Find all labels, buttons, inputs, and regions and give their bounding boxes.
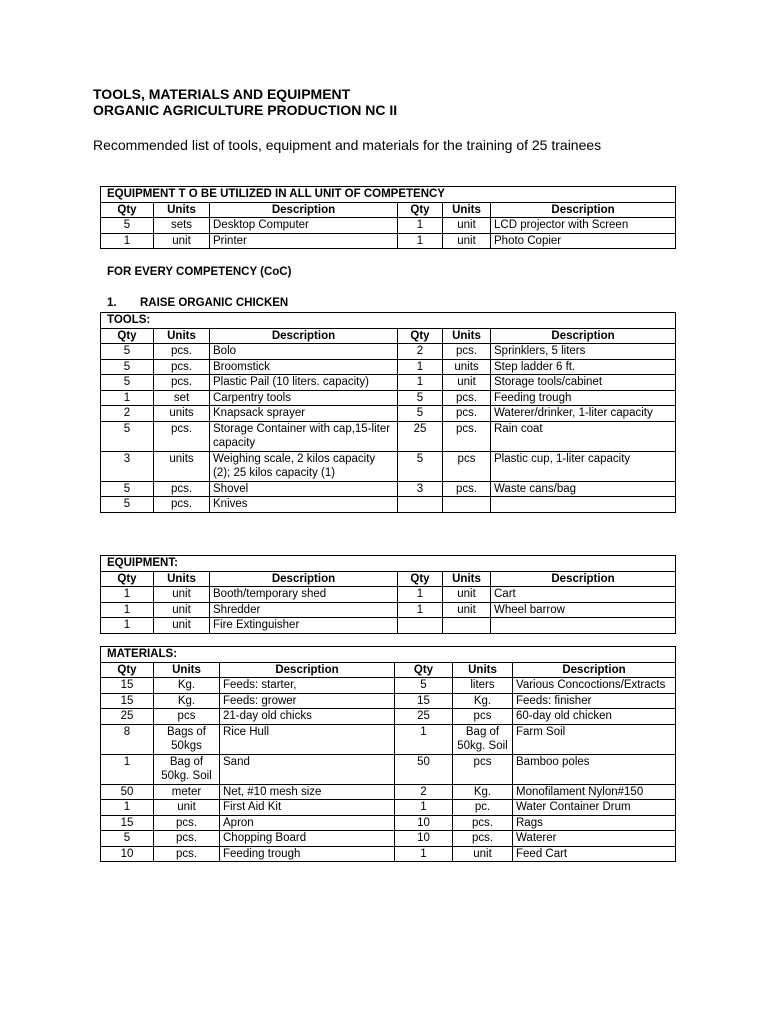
document-subtitle: ORGANIC AGRICULTURE PRODUCTION NC II [93, 102, 398, 118]
table-row [101, 602, 676, 618]
competency-heading: FOR EVERY COMPETENCY (CoC) [107, 266, 292, 278]
table-row [101, 678, 676, 694]
units-cell: unit [154, 618, 210, 634]
units-cell: Kg. [453, 693, 513, 709]
qty-cell: 15 [101, 815, 154, 831]
description-cell: Booth/temporary shed [210, 587, 398, 603]
description-cell: Storage Container with cap,15-liter capacity [210, 421, 398, 451]
units-cell: pcs. [443, 481, 491, 497]
description-cell: Waste cans/bag [491, 481, 676, 497]
units-cell: pcs. [154, 497, 210, 513]
column-header: Qty [101, 202, 154, 218]
column-header: Qty [101, 571, 154, 587]
description-cell: Step ladder 6 ft. [491, 359, 676, 375]
units-cell: unit [154, 587, 210, 603]
description-cell: Rain coat [491, 421, 676, 451]
description-cell: Water Container Drum [513, 800, 676, 816]
units-cell: unit [154, 233, 210, 249]
qty-cell: 10 [101, 846, 154, 862]
column-header: Units [443, 202, 491, 218]
description-cell: Bamboo poles [513, 754, 676, 784]
units-cell: unit [443, 602, 491, 618]
qty-cell: 5 [101, 359, 154, 375]
qty-cell: 10 [395, 815, 453, 831]
qty-cell: 5 [101, 421, 154, 451]
units-cell [443, 497, 491, 513]
qty-cell: 1 [398, 218, 443, 234]
table-row [101, 375, 676, 391]
table-row [101, 233, 676, 249]
table-body [101, 218, 676, 249]
table-row [101, 451, 676, 481]
description-cell: Knapsack sprayer [210, 406, 398, 422]
table-body [101, 587, 676, 634]
section-heading [107, 297, 288, 309]
qty-cell: 15 [101, 678, 154, 694]
qty-cell: 3 [101, 451, 154, 481]
description-cell [491, 497, 676, 513]
header-row [101, 571, 676, 587]
header-row [101, 328, 676, 344]
description-cell: Knives [210, 497, 398, 513]
description-cell: Farm Soil [513, 724, 676, 754]
qty-cell: 10 [395, 831, 453, 847]
units-cell: unit [154, 602, 210, 618]
qty-cell: 5 [101, 481, 154, 497]
units-cell: units [154, 406, 210, 422]
table-row [101, 406, 676, 422]
column-header: Qty [101, 328, 154, 344]
units-cell: sets [154, 218, 210, 234]
table-caption: TOOLS: [101, 313, 676, 329]
qty-cell: 1 [101, 602, 154, 618]
qty-cell: 1 [101, 800, 154, 816]
qty-cell: 1 [398, 359, 443, 375]
description-cell: Wheel barrow [491, 602, 676, 618]
table-row [101, 421, 676, 451]
description-cell: Shredder [210, 602, 398, 618]
units-cell: Kg. [453, 784, 513, 800]
section-number: 1. [107, 297, 117, 309]
description-cell: 60-day old chicken [513, 709, 676, 725]
column-header: Qty [398, 328, 443, 344]
description-cell: Rice Hull [220, 724, 395, 754]
column-header: Qty [398, 571, 443, 587]
description-cell: Bolo [210, 344, 398, 360]
qty-cell: 1 [398, 587, 443, 603]
qty-cell: 5 [101, 218, 154, 234]
qty-cell: 2 [101, 406, 154, 422]
table-row [101, 344, 676, 360]
qty-cell: 5 [395, 678, 453, 694]
qty-cell [398, 497, 443, 513]
qty-cell: 25 [101, 709, 154, 725]
column-header: Units [154, 202, 210, 218]
column-header: Qty [101, 662, 154, 678]
units-cell: pcs. [154, 831, 220, 847]
units-cell: pcs. [154, 375, 210, 391]
units-cell [443, 618, 491, 634]
column-header: Description [210, 571, 398, 587]
qty-cell: 1 [395, 846, 453, 862]
qty-cell: 5 [398, 451, 443, 481]
qty-cell: 5 [101, 375, 154, 391]
description-cell: Sand [220, 754, 395, 784]
general-equipment-table [100, 186, 676, 249]
column-header: Units [453, 662, 513, 678]
units-cell: liters [453, 678, 513, 694]
qty-cell: 1 [101, 390, 154, 406]
column-header: Description [513, 662, 676, 678]
section-title: RAISE ORGANIC CHICKEN [140, 297, 289, 309]
description-cell: Cart [491, 587, 676, 603]
units-cell: pcs [453, 709, 513, 725]
qty-cell: 5 [398, 406, 443, 422]
units-cell: pc. [453, 800, 513, 816]
description-cell: Feeds: starter, [220, 678, 395, 694]
description-cell: Various Concoctions/Extracts [513, 678, 676, 694]
qty-cell: 1 [101, 233, 154, 249]
qty-cell: 1 [398, 602, 443, 618]
units-cell: pcs. [154, 815, 220, 831]
description-cell: Waterer [513, 831, 676, 847]
column-header: Units [443, 328, 491, 344]
column-header: Description [491, 571, 676, 587]
description-cell: 21-day old chicks [220, 709, 395, 725]
document-title: TOOLS, MATERIALS AND EQUIPMENT [93, 86, 351, 102]
qty-cell: 15 [395, 693, 453, 709]
units-cell: pcs. [154, 481, 210, 497]
qty-cell: 50 [101, 784, 154, 800]
header-row [101, 202, 676, 218]
column-header: Units [154, 328, 210, 344]
description-cell: Monofilament Nylon#150 [513, 784, 676, 800]
table-row [101, 784, 676, 800]
table-row [101, 724, 676, 754]
column-header: Units [154, 571, 210, 587]
column-header: Description [491, 202, 676, 218]
units-cell: meter [154, 784, 220, 800]
units-cell: pcs. [453, 831, 513, 847]
description-cell: Feeding trough [220, 846, 395, 862]
qty-cell: 5 [101, 344, 154, 360]
units-cell: pcs. [443, 344, 491, 360]
units-cell: unit [443, 375, 491, 391]
description-cell: Net, #10 mesh size [220, 784, 395, 800]
table-caption: EQUIPMENT T O BE UTILIZED IN ALL UNIT OF COMPETENCY [101, 187, 676, 203]
description-cell: Printer [210, 233, 398, 249]
units-cell: pcs. [154, 359, 210, 375]
qty-cell: 3 [398, 481, 443, 497]
units-cell: Bag of 50kg. Soil [154, 754, 220, 784]
description-cell: Rags [513, 815, 676, 831]
table-row [101, 587, 676, 603]
description-cell: Carpentry tools [210, 390, 398, 406]
qty-cell: 8 [101, 724, 154, 754]
description-cell: Feed Cart [513, 846, 676, 862]
qty-cell: 5 [101, 497, 154, 513]
qty-cell: 1 [101, 587, 154, 603]
units-cell: Kg. [154, 693, 220, 709]
qty-cell: 25 [398, 421, 443, 451]
table-row [101, 693, 676, 709]
equipment-table [100, 555, 676, 634]
qty-cell: 1 [101, 754, 154, 784]
units-cell: pcs. [453, 815, 513, 831]
units-cell: unit [443, 218, 491, 234]
description-cell: Photo Copier [491, 233, 676, 249]
table-row [101, 390, 676, 406]
units-cell: pcs. [154, 421, 210, 451]
description-cell: Shovel [210, 481, 398, 497]
table-row [101, 831, 676, 847]
description-cell: Plastic cup, 1-liter capacity [491, 451, 676, 481]
description-cell: Feeds: grower [220, 693, 395, 709]
column-header: Qty [398, 202, 443, 218]
column-header: Description [210, 328, 398, 344]
materials-table [100, 646, 676, 862]
description-cell: Sprinklers, 5 liters [491, 344, 676, 360]
description-cell: Feeding trough [491, 390, 676, 406]
tools-table [100, 312, 676, 513]
description-cell: Apron [220, 815, 395, 831]
units-cell: unit [154, 800, 220, 816]
units-cell: unit [453, 846, 513, 862]
table-row [101, 846, 676, 862]
description-cell: Feeds: finisher [513, 693, 676, 709]
table-caption: EQUIPMENT: [101, 556, 676, 572]
table-body [101, 344, 676, 513]
qty-cell: 5 [398, 390, 443, 406]
units-cell: pcs [443, 451, 491, 481]
units-cell: units [154, 451, 210, 481]
table-row [101, 754, 676, 784]
table-row [101, 709, 676, 725]
table-row [101, 497, 676, 513]
column-header: Units [154, 662, 220, 678]
table-row [101, 800, 676, 816]
qty-cell [398, 618, 443, 634]
units-cell: pcs. [443, 390, 491, 406]
description-cell: Waterer/drinker, 1-liter capacity [491, 406, 676, 422]
units-cell: Bags of 50kgs [154, 724, 220, 754]
qty-cell: 1 [101, 618, 154, 634]
description-cell [491, 618, 676, 634]
qty-cell: 5 [101, 831, 154, 847]
description-cell: First Aid Kit [220, 800, 395, 816]
qty-cell: 1 [395, 724, 453, 754]
description-cell: Storage tools/cabinet [491, 375, 676, 391]
qty-cell: 2 [395, 784, 453, 800]
units-cell: unit [443, 233, 491, 249]
units-cell: unit [443, 587, 491, 603]
table-caption: MATERIALS: [101, 647, 676, 663]
qty-cell: 1 [398, 375, 443, 391]
units-cell: set [154, 390, 210, 406]
qty-cell: 25 [395, 709, 453, 725]
table-body [101, 678, 676, 862]
units-cell: pcs. [443, 421, 491, 451]
intro-paragraph: Recommended list of tools, equipment and materials for the training of 25 trainees [93, 137, 602, 153]
description-cell: Broomstick [210, 359, 398, 375]
column-header: Description [491, 328, 676, 344]
qty-cell: 1 [398, 233, 443, 249]
column-header: Qty [395, 662, 453, 678]
units-cell: pcs. [443, 406, 491, 422]
description-cell: Desktop Computer [210, 218, 398, 234]
qty-cell: 15 [101, 693, 154, 709]
table-row [101, 359, 676, 375]
column-header: Units [443, 571, 491, 587]
units-cell: Kg. [154, 678, 220, 694]
column-header: Description [220, 662, 395, 678]
header-row [101, 662, 676, 678]
table-row [101, 481, 676, 497]
units-cell: Bag of 50kg. Soil [453, 724, 513, 754]
units-cell: pcs. [154, 846, 220, 862]
description-cell: Plastic Pail (10 liters. capacity) [210, 375, 398, 391]
description-cell: Weighing scale, 2 kilos capacity (2); 25 kilos capacity (1) [210, 451, 398, 481]
qty-cell: 1 [395, 800, 453, 816]
units-cell: pcs. [154, 344, 210, 360]
table-row [101, 618, 676, 634]
description-cell: Chopping Board [220, 831, 395, 847]
units-cell: pcs [453, 754, 513, 784]
qty-cell: 50 [395, 754, 453, 784]
table-row [101, 815, 676, 831]
units-cell: units [443, 359, 491, 375]
description-cell: Fire Extinguisher [210, 618, 398, 634]
description-cell: LCD projector with Screen [491, 218, 676, 234]
qty-cell: 2 [398, 344, 443, 360]
units-cell: pcs [154, 709, 220, 725]
table-row [101, 218, 676, 234]
column-header: Description [210, 202, 398, 218]
